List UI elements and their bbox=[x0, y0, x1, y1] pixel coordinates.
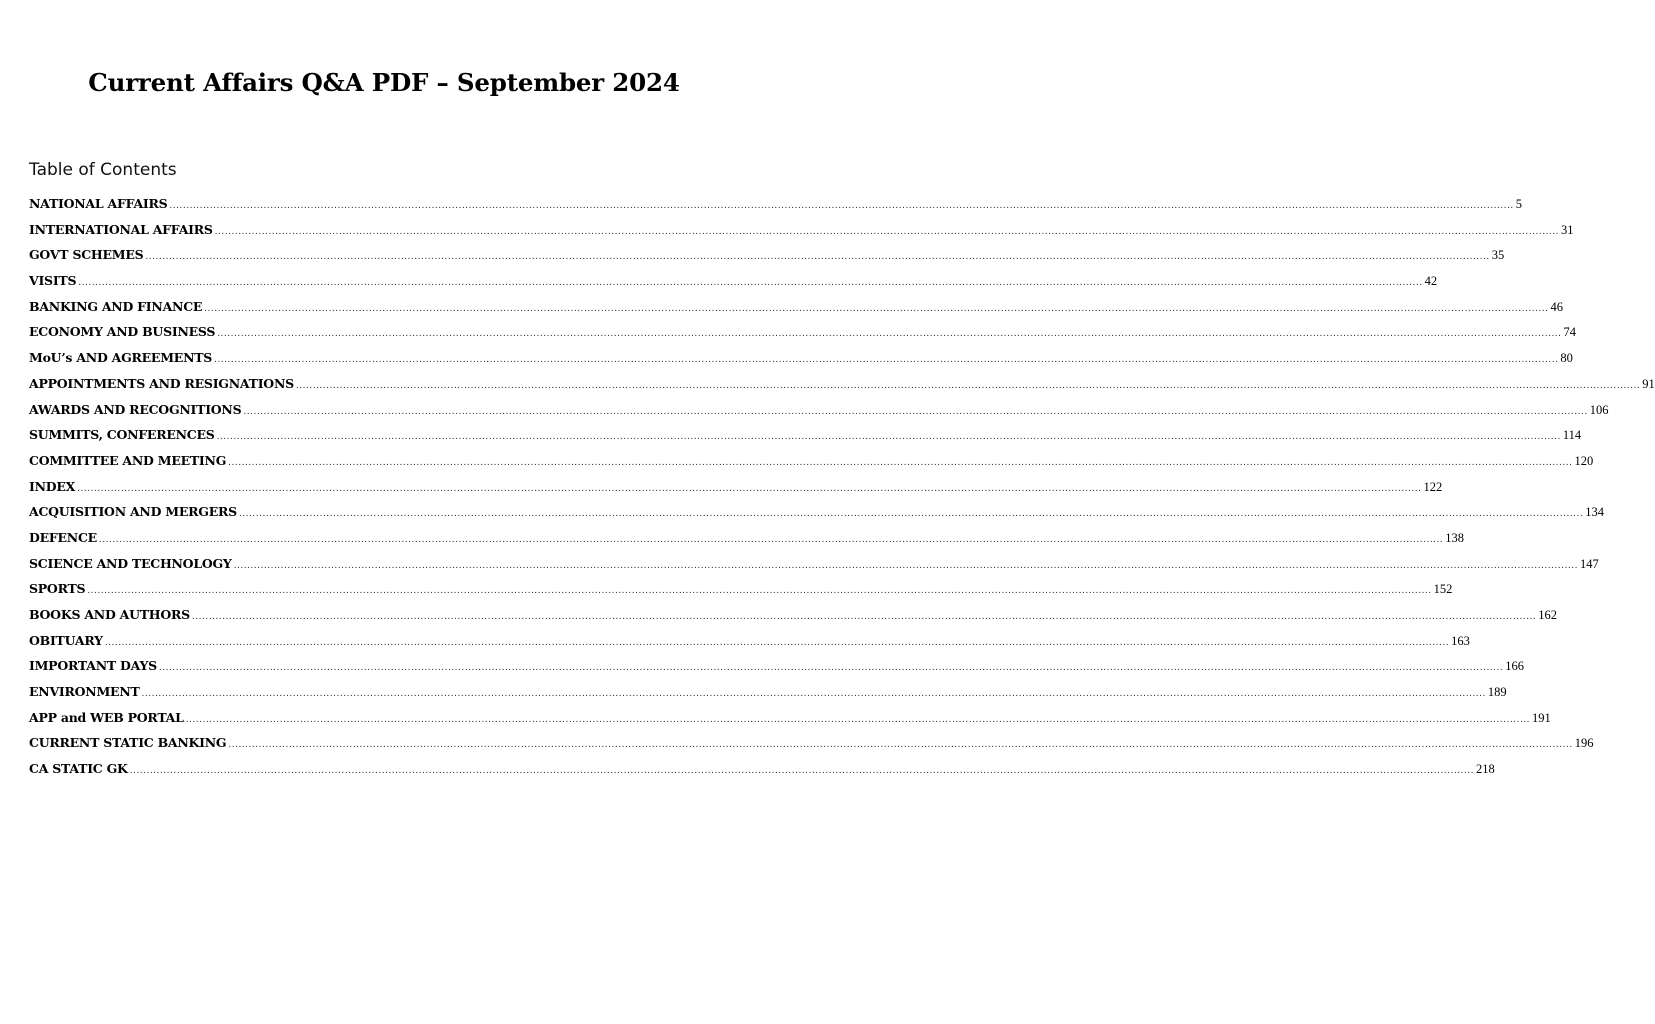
toc-heading: Table of Contents bbox=[29, 160, 177, 180]
toc-entry-label: AWARDS AND RECOGNITIONS bbox=[29, 401, 242, 417]
toc-entry-label: OBITUARY bbox=[29, 632, 103, 648]
toc-dot-leader: ................................................................................................................................................................................................................................................................................................................................................................................................................ bbox=[87, 586, 1432, 597]
toc-entry-page-number: 31 bbox=[1561, 222, 1574, 237]
toc-entry[interactable] bbox=[29, 528, 1465, 554]
toc-entry-page-number: 46 bbox=[1550, 299, 1564, 314]
toc-entry-label: CURRENT STATIC BANKING bbox=[29, 735, 227, 751]
toc-dot-leader: ................................................................................................................................................................................................................................................................................................................................................................................................................ bbox=[129, 766, 1474, 777]
document-title: Current Affairs Q&A PDF – September 2024 bbox=[88, 68, 680, 97]
toc-dot-leader: ................................................................................................................................................................................................................................................................................................................................................................................................................ bbox=[295, 380, 1641, 391]
toc-entry[interactable] bbox=[29, 271, 1438, 297]
toc-entry-page-number: 147 bbox=[1579, 556, 1599, 571]
toc-dot-leader: ................................................................................................................................................................................................................................................................................................................................................................................................................ bbox=[214, 355, 1559, 366]
toc-dot-leader: ................................................................................................................................................................................................................................................................................................................................................................................................................ bbox=[214, 226, 1560, 237]
toc-entry-label: APP and WEB PORTAL bbox=[29, 709, 184, 725]
toc-entry-page-number: 138 bbox=[1445, 530, 1465, 545]
toc-dot-leader: ................................................................................................................................................................................................................................................................................................................................................................................................................ bbox=[238, 509, 1584, 520]
toc-entry[interactable] bbox=[29, 682, 1507, 708]
toc-entry-label: DEFENCE bbox=[29, 529, 97, 545]
toc-entry-page-number: 134 bbox=[1585, 505, 1605, 520]
toc-entry[interactable] bbox=[29, 656, 1524, 682]
toc-entry-label: COMMITTEE AND MEETING bbox=[29, 452, 227, 468]
toc-entry-label: APPOINTMENTS AND RESIGNATIONS bbox=[29, 375, 294, 391]
toc-entry-page-number: 5 bbox=[1515, 197, 1523, 211]
toc-entry-page-number: 191 bbox=[1532, 710, 1551, 725]
toc-entry[interactable] bbox=[29, 477, 1443, 503]
toc-entry-label: SUMMITS, CONFERENCES bbox=[29, 427, 215, 443]
toc-entry[interactable] bbox=[29, 451, 1594, 477]
toc-dot-leader: ................................................................................................................................................................................................................................................................................................................................................................................................................ bbox=[191, 612, 1537, 622]
toc-entry-label: BOOKS AND AUTHORS bbox=[29, 607, 190, 622]
toc-dot-leader: ................................................................................................................................................................................................................................................................................................................................................................................................................ bbox=[77, 483, 1422, 494]
toc-entry-page-number: 189 bbox=[1487, 685, 1507, 700]
toc-dot-leader: ................................................................................................................................................................................................................................................................................................................................................................................................................ bbox=[228, 740, 1573, 751]
toc-entry-label: MoU’s AND AGREEMENTS bbox=[29, 350, 213, 366]
toc-entry-label: VISITS bbox=[29, 273, 77, 289]
toc-entry-page-number: 106 bbox=[1589, 402, 1609, 417]
toc-entry-label: ECONOMY AND BUSINESS bbox=[29, 324, 216, 340]
toc-dot-leader: ................................................................................................................................................................................................................................................................................................................................................................................................................ bbox=[204, 303, 1549, 314]
toc-entry-label: SCIENCE AND TECHNOLOGY bbox=[29, 555, 232, 571]
toc-dot-leader: ................................................................................................................................................................................................................................................................................................................................................................................................................ bbox=[145, 252, 1490, 263]
toc-entry-page-number: 80 bbox=[1560, 351, 1573, 366]
toc-entry-page-number: 120 bbox=[1574, 453, 1594, 468]
toc-entry[interactable] bbox=[29, 759, 1495, 785]
toc-entry[interactable] bbox=[29, 194, 1523, 220]
toc-dot-leader: ................................................................................................................................................................................................................................................................................................................................................................................................................ bbox=[78, 278, 1423, 289]
toc-entry[interactable] bbox=[29, 708, 1551, 734]
toc-entry-page-number: 163 bbox=[1451, 633, 1470, 648]
toc-entry-page-number: 122 bbox=[1423, 479, 1443, 494]
toc-entry[interactable] bbox=[29, 297, 1564, 323]
toc-entry-label: BANKING AND FINANCE bbox=[29, 298, 203, 314]
toc-entry-label: IMPORTANT DAYS bbox=[29, 658, 157, 674]
toc-dot-leader: ................................................................................................................................................................................................................................................................................................................................................................................................................ bbox=[158, 663, 1504, 674]
toc-entry[interactable] bbox=[29, 322, 1577, 348]
toc-dot-leader: ................................................................................................................................................................................................................................................................................................................................................................................................................ bbox=[104, 637, 1450, 648]
toc-entry-page-number: 196 bbox=[1574, 736, 1594, 751]
toc-dot-leader: ................................................................................................................................................................................................................................................................................................................................................................................................................ bbox=[243, 406, 1588, 417]
toc-entry-page-number: 91 bbox=[1642, 376, 1655, 391]
toc-entry-page-number: 42 bbox=[1424, 274, 1438, 289]
toc-dot-leader: ................................................................................................................................................................................................................................................................................................................................................................................................................ bbox=[216, 432, 1561, 443]
toc-entry-label: INDEX bbox=[29, 478, 76, 494]
toc-entry-label: INTERNATIONAL AFFAIRS bbox=[29, 221, 213, 237]
toc-dot-leader: ................................................................................................................................................................................................................................................................................................................................................................................................................ bbox=[228, 457, 1573, 468]
toc-entry[interactable] bbox=[29, 631, 1470, 657]
toc-entry-label: GOVT SCHEMES bbox=[29, 247, 144, 263]
toc-entry-page-number: 114 bbox=[1562, 428, 1582, 443]
toc-entry-label: NATIONAL AFFAIRS bbox=[29, 196, 168, 211]
toc-entry-page-number: 218 bbox=[1476, 762, 1495, 777]
toc-dot-leader: ................................................................................................................................................................................................................................................................................................................................................................................................................ bbox=[169, 201, 1514, 211]
toc-entry[interactable] bbox=[29, 425, 1582, 451]
toc-entry-page-number: 35 bbox=[1491, 248, 1505, 263]
toc-entry-label: ENVIRONMENT bbox=[29, 684, 140, 700]
toc-entry[interactable] bbox=[29, 733, 1594, 759]
toc-dot-leader: ................................................................................................................................................................................................................................................................................................................................................................................................................ bbox=[185, 714, 1531, 725]
toc-dot-leader: ................................................................................................................................................................................................................................................................................................................................................................................................................ bbox=[141, 689, 1486, 700]
toc-entry-page-number: 152 bbox=[1433, 582, 1453, 597]
toc-entry[interactable] bbox=[29, 579, 1453, 605]
toc-dot-leader: ................................................................................................................................................................................................................................................................................................................................................................................................................ bbox=[233, 560, 1578, 571]
toc-entry[interactable] bbox=[29, 605, 1557, 631]
toc-entry[interactable] bbox=[29, 348, 1573, 374]
toc-entry[interactable] bbox=[29, 502, 1605, 528]
toc-entry[interactable] bbox=[29, 220, 1574, 246]
toc-entry-label: SPORTS bbox=[29, 581, 86, 597]
toc-entry[interactable] bbox=[29, 400, 1609, 426]
toc-entry-page-number: 74 bbox=[1563, 325, 1577, 340]
toc-entry[interactable] bbox=[29, 245, 1505, 271]
toc-list bbox=[29, 194, 1655, 785]
toc-entry[interactable] bbox=[29, 374, 1655, 400]
toc-entry-label: ACQUISITION AND MERGERS bbox=[29, 504, 237, 520]
toc-entry-page-number: 166 bbox=[1505, 659, 1524, 674]
toc-entry[interactable] bbox=[29, 554, 1599, 580]
toc-dot-leader: ................................................................................................................................................................................................................................................................................................................................................................................................................ bbox=[98, 534, 1444, 545]
toc-dot-leader: ................................................................................................................................................................................................................................................................................................................................................................................................................ bbox=[217, 329, 1562, 340]
toc-entry-label: CA STATIC GK bbox=[29, 761, 128, 777]
toc-entry-page-number: 162 bbox=[1538, 608, 1557, 622]
